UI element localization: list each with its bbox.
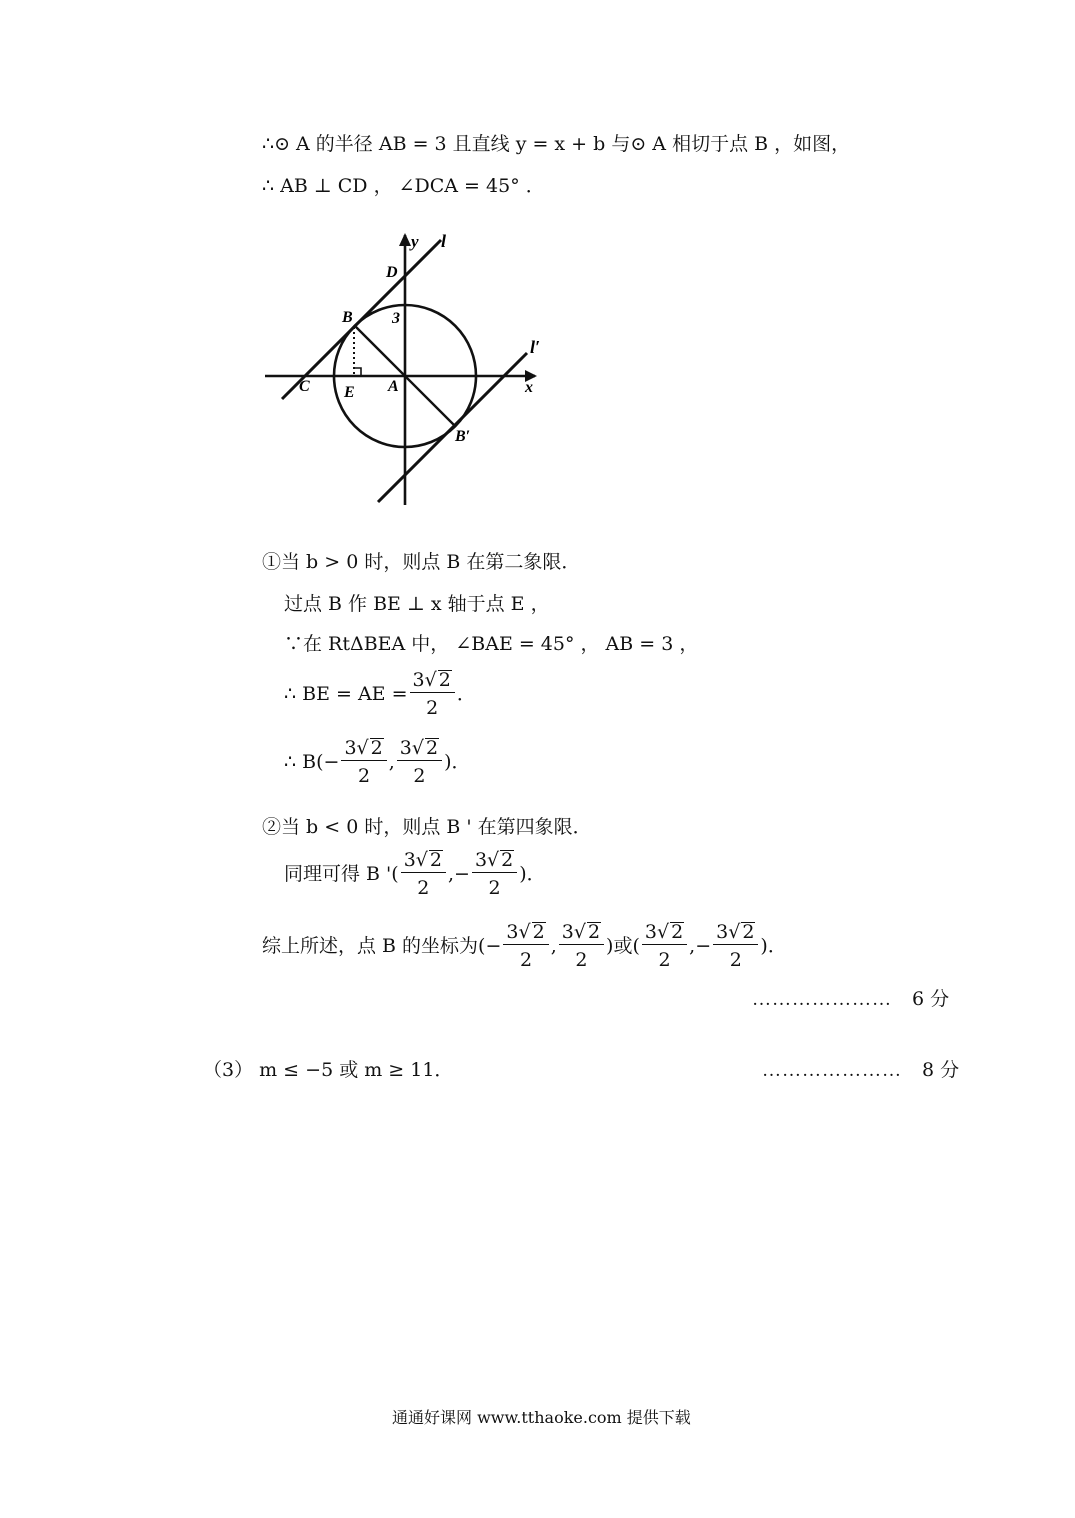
text-line-radius-tangent: ∴⊙ A 的半径 AB = 3 且直线 y = x + b 与⊙ A 相切于点 B ，如图， [262,133,851,155]
fraction-3root2-over-2: $\frac{3√ 2}{2}$ [713,922,758,970]
figure-label-l: l [441,231,447,251]
fraction-3root2-over-2: $\frac{3√ 2}{2}$ [401,850,446,898]
score-8-label: 8 分 [922,1059,960,1081]
figure-label-e: E [344,384,355,401]
case1-step2: ∵在 RtΔBEA 中， ∠BAE = 45° ， AB = 3 ， [284,633,699,655]
fraction-3root2-over-2: $\frac{3√ 2}{2}$ [397,738,442,786]
fraction-3root2-over-2: $\frac{3√ 2}{2}$ [341,738,386,786]
footer-source: 通通好课网 www.tthaoke.com 提供下载 [392,1408,691,1427]
case2-title: ②当 b < 0 时，则点 B ' 在第四象限． [262,816,592,838]
case1-step3: ∴ BE = AE = $\frac{3√ 2}{2}$ ． [284,669,476,719]
score-6-dots: ………………… [752,989,892,1010]
figure-label-b-prime: B′ [455,428,471,445]
summary-prefix: 综上所述，点 B 的坐标为( [262,934,486,957]
figure-label-x: x [525,379,533,396]
fraction-3root2-over-2: $\frac{3√ 2}{2}$ [410,670,455,718]
fraction-3root2-over-2: $\frac{3√ 2}{2}$ [472,850,517,898]
case1-title: ①当 b > 0 时，则点 B 在第二象限． [262,551,581,573]
summary-line: 综上所述，点 B 的坐标为( − $\frac{3√ 2}{2}$ , $\frac{3√ 2}{2}$ )或( $\frac{3√ 2}{2}$ , − $\frac{3√ 2}{2}$ )． [262,921,787,971]
figure-label-d: D [386,264,398,281]
fraction-3root2-over-2: $\frac{3√ 2}{2}$ [503,922,548,970]
figure-label-l-prime: l′ [530,337,541,357]
figure-label-a: A [388,378,399,395]
fraction-3root2-over-2: $\frac{3√ 2}{2}$ [642,922,687,970]
case2-step1: 同理可得 B '( $\frac{3√ 2}{2}$ , − $\frac{3√ 2}{2}$ )． [284,849,546,899]
fraction-3root2-over-2: $\frac{3√ 2}{2}$ [559,922,604,970]
case1-step4: ∴ B( − $\frac{3√ 2}{2}$ , $\frac{3√ 2}{2}$ )． [284,737,471,787]
part3-answer: （3） m ≤ −5 或 m ≥ 11． [203,1059,454,1081]
figure-label-y: y [411,232,419,251]
score-6-label: 6 分 [912,988,950,1010]
case1-step3-prefix: ∴ BE = AE = [284,682,408,705]
case1-step4-prefix: ∴ B( [284,750,324,773]
figure-label-3: 3 [392,310,400,327]
figure-label-c: C [299,378,310,395]
score-8-line [762,1061,959,1080]
case2-step1-prefix: 同理可得 B '( [284,862,399,885]
score-6-line [752,990,949,1009]
score-8-dots: ………………… [762,1060,902,1081]
text-line-perpendicular: ∴ AB ⊥ CD ， ∠DCA = 45° ． [262,175,545,197]
tangent-circle-figure [255,225,555,515]
case1-step1: 过点 B 作 BE ⊥ x 轴于点 E ， [284,593,550,615]
figure-label-b: B [342,309,353,326]
summary-or: )或( [606,934,640,957]
